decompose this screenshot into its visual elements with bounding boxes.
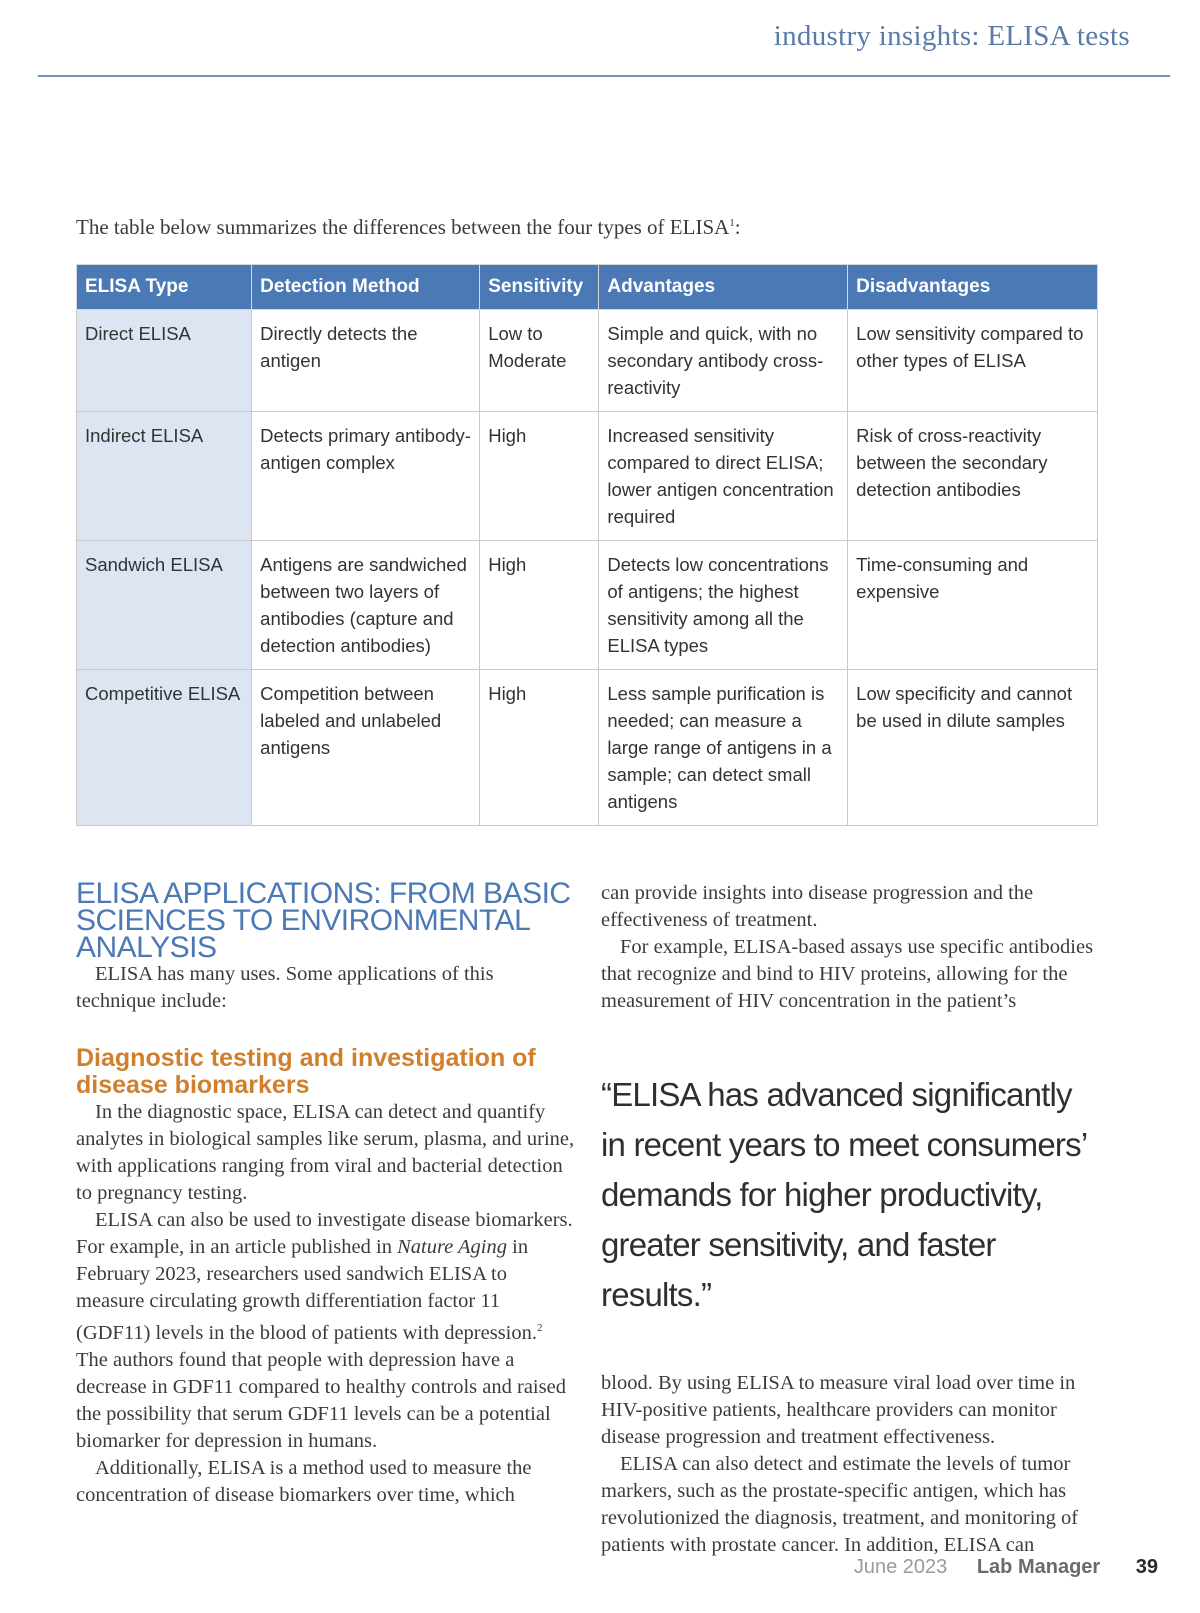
cell-sensitivity: High bbox=[480, 412, 599, 541]
cell-elisa-type: Indirect ELISA bbox=[77, 412, 252, 541]
cell-detection-method: Directly detects the antigen bbox=[252, 310, 480, 412]
cell-sensitivity: Low to Moderate bbox=[480, 310, 599, 412]
right-column bbox=[601, 880, 1103, 1559]
table-row bbox=[77, 541, 1098, 670]
cell-disadvantages: Risk of cross-reactivity between the secondary detection antibodies bbox=[848, 412, 1098, 541]
page-footer bbox=[854, 1556, 1158, 1579]
issue-date: June 2023 bbox=[853, 1556, 948, 1578]
cell-detection-method: Competition between labeled and unlabeled antigens bbox=[252, 670, 480, 826]
pull-quote: “ELISA has advanced significantly in recent years to meet consumers’ demands for higher productivity, greater sensitivity, and faster results.” bbox=[601, 1076, 1087, 1313]
reference-marker[interactable]: 2 bbox=[537, 1322, 543, 1334]
cell-elisa-type: Competitive ELISA bbox=[77, 670, 252, 826]
journal-title: Nature Aging bbox=[397, 1236, 508, 1258]
elisa-comparison-table bbox=[76, 264, 1098, 826]
running-head: industry insights: ELISA tests bbox=[773, 20, 1130, 52]
paragraph: blood. By using ELISA to measure viral load over time in HIV-positive patients, healthcare providers can monitor disease progression and treatment effectiveness. bbox=[601, 1372, 1076, 1448]
table-header-row bbox=[77, 265, 1098, 310]
col-header-detection-method: Detection Method bbox=[252, 265, 480, 310]
cell-detection-method: Antigens are sandwiched between two layers of antibodies (capture and detection antibodies) bbox=[252, 541, 480, 670]
paragraph: ELISA has many uses. Some applications of this technique include: bbox=[76, 963, 494, 1012]
intro-ref[interactable]: 1 bbox=[729, 217, 735, 229]
col-header-sensitivity: Sensitivity bbox=[480, 265, 599, 310]
subheading: Diagnostic testing and investigation of disease biomarkers bbox=[76, 1044, 536, 1099]
cell-advantages: Simple and quick, with no secondary antibody cross-reactivity bbox=[599, 310, 848, 412]
header-rule bbox=[38, 75, 1170, 77]
paragraph: can provide insights into disease progression and the effectiveness of treatment. bbox=[601, 882, 1034, 931]
cell-detection-method: Detects primary antibody-antigen complex bbox=[252, 412, 480, 541]
cell-disadvantages: Time-consuming and expensive bbox=[848, 541, 1098, 670]
cell-disadvantages: Low specificity and cannot be used in dilute samples bbox=[848, 670, 1098, 826]
paragraph-text: The authors found that people with depression have a decrease in GDF11 compared to healthy controls and raised the possibility that serum GDF11 levels can be a potential biomarker for depression in humans. bbox=[76, 1348, 566, 1452]
paragraph-text: ELISA can also be used to investigate disease biomarkers. For example, in an article published in bbox=[76, 1209, 573, 1258]
cell-sensitivity: High bbox=[480, 670, 599, 826]
cell-advantages: Increased sensitivity compared to direct ELISA; lower antigen concentration required bbox=[599, 412, 848, 541]
paragraph: In the diagnostic space, ELISA can detect and quantify analytes in biological samples like serum, plasma, and urine, with applications ranging from viral and bacterial detection to pregnancy testing. bbox=[76, 1101, 575, 1204]
col-header-elisa-type: ELISA Type bbox=[77, 265, 252, 310]
table-row bbox=[77, 670, 1098, 826]
cell-sensitivity: High bbox=[480, 541, 599, 670]
cell-advantages: Detects low concentrations of antigens; the highest sensitivity among all the ELISA types bbox=[599, 541, 848, 670]
cell-elisa-type: Direct ELISA bbox=[77, 310, 252, 412]
cell-disadvantages: Low sensitivity compared to other types of ELISA bbox=[848, 310, 1098, 412]
paragraph bbox=[76, 1207, 576, 1455]
col-header-disadvantages: Disadvantages bbox=[848, 265, 1098, 310]
cell-advantages: Less sample purification is needed; can measure a large range of antigens in a sample; can detect small antigens bbox=[599, 670, 848, 826]
table-row bbox=[77, 310, 1098, 412]
page-number: 39 bbox=[1135, 1556, 1158, 1578]
paragraph: Additionally, ELISA is a method used to measure the concentration of disease biomarkers over time, which bbox=[76, 1456, 532, 1506]
table-row bbox=[77, 412, 1098, 541]
paragraph-text: in February 2023, researchers used sandwich ELISA to measure circulating growth differentiation factor 11 (GDF11) levels in the blood of patients with depression. bbox=[76, 1236, 537, 1344]
section-heading: ELISA APPLICATIONS: FROM BASIC SCIENCES TO ENVIRONMENTAL ANALYSIS bbox=[76, 877, 571, 964]
intro-text: The table below summarizes the differences between the four types of ELISA bbox=[76, 215, 730, 239]
intro-suffix: : bbox=[734, 215, 741, 239]
paragraph: For example, ELISA-based assays use specific antibodies that recognize and bind to HIV proteins, allowing for the measurement of HIV concentration in the patient’s bbox=[601, 936, 1094, 1012]
magazine-name: Lab Manager bbox=[976, 1556, 1101, 1578]
left-column bbox=[76, 877, 576, 1509]
cell-elisa-type: Sandwich ELISA bbox=[77, 541, 252, 670]
paragraph: ELISA can also detect and estimate the levels of tumor markers, such as the prostate-specific antigen, which has revolutionized the diagnosis, treatment, and monitoring of patients with prostate cancer. In addition, ELISA can bbox=[601, 1453, 1079, 1556]
col-header-advantages: Advantages bbox=[599, 265, 848, 310]
table-intro bbox=[76, 215, 741, 240]
